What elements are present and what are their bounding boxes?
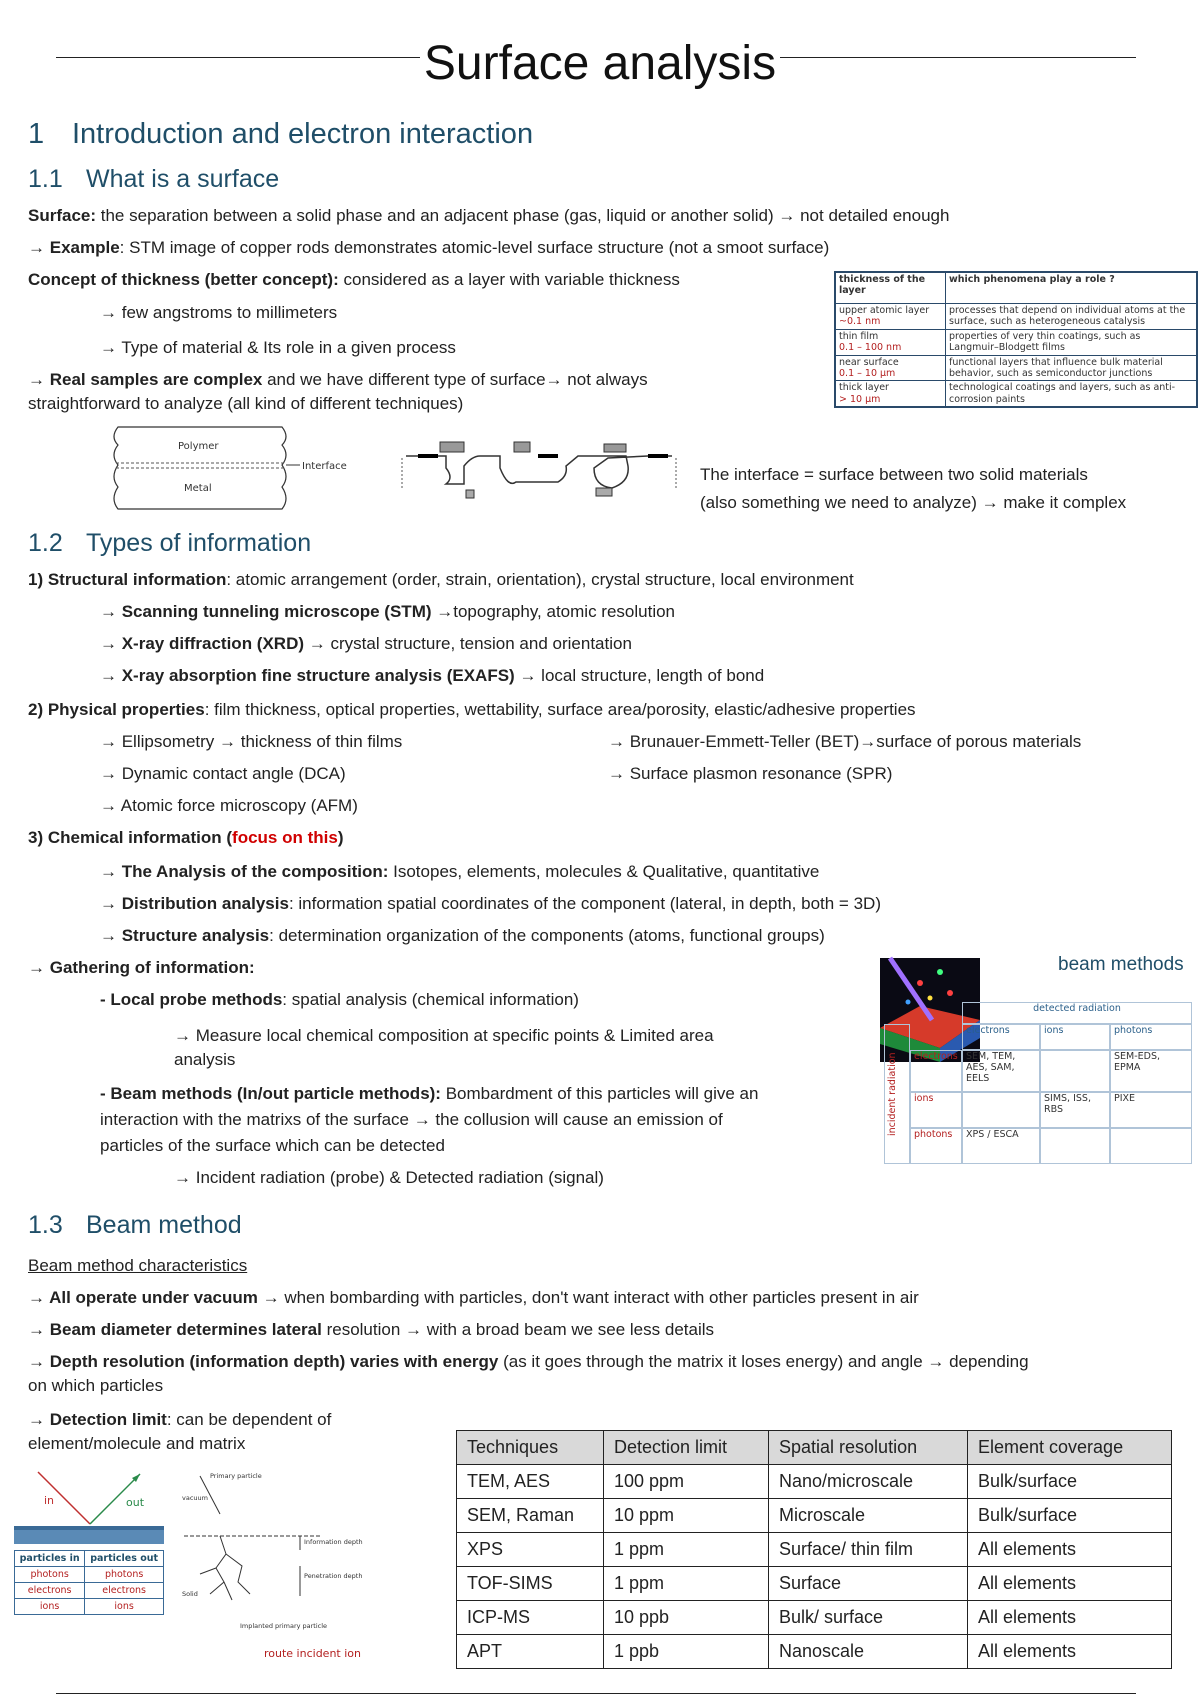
table-row: [835, 355, 1197, 381]
exafs-text: → local structure, length of bond: [514, 666, 765, 685]
real-samples-line: [28, 368, 648, 391]
physical-technique: → Ellipsometry → thickness of thin films: [100, 732, 403, 751]
method-cell: XPS / ESCA: [962, 1128, 1040, 1164]
out-label: out: [126, 1496, 145, 1509]
table-row: [457, 1499, 1172, 1533]
table-row: [457, 1533, 1172, 1567]
interface-note: (also something we need to analyze) → make it complex: [700, 493, 1127, 512]
bottom-rule: [56, 1693, 1136, 1694]
element-coverage-cell: All elements: [968, 1567, 1172, 1601]
xrd-label: → X-ray diffraction (XRD): [100, 634, 305, 653]
column-header: particles out: [85, 1551, 164, 1567]
particle: [928, 996, 933, 1001]
depth-label: → Depth resolution (information depth) varies with energy: [28, 1352, 499, 1371]
table-row: [457, 1465, 1172, 1499]
technique-cell: TOF-SIMS: [457, 1567, 604, 1601]
table-row: [15, 1599, 164, 1615]
particle-out: photons: [85, 1567, 164, 1583]
stm-line: [100, 600, 675, 623]
detection-limit-cell: 1 ppm: [604, 1533, 769, 1567]
xrd-text: → crystal structure, tension and orientation: [304, 634, 632, 653]
focus-highlight: focus on this: [232, 828, 338, 847]
column-header: Element coverage: [968, 1431, 1172, 1465]
layer-name: near surface: [839, 356, 899, 368]
adsorbate-block: [604, 444, 626, 452]
spatial-resolution-cell: Nano/microscale: [769, 1465, 968, 1499]
detection-label: → Detection limit: [28, 1410, 167, 1429]
structural-label: 1) Structural information: [28, 570, 227, 589]
polymer-label: Polymer: [178, 441, 219, 452]
distribution-line: [100, 892, 881, 915]
section-title: Beam method: [86, 1211, 242, 1239]
detected-radiation-header: detected radiation: [962, 1002, 1192, 1024]
ion-route-diagram: [180, 1470, 370, 1636]
in-out-diagram: [14, 1468, 166, 1526]
particle: [947, 990, 953, 996]
method-cell: SEM, TEM, AES, SAM, EELS: [962, 1050, 1040, 1092]
detection-limit-cell: 1 ppm: [604, 1567, 769, 1601]
element-coverage-cell: Bulk/surface: [968, 1499, 1172, 1533]
structural-text: : atomic arrangement (order, strain, orientation), crystal structure, local environment: [226, 570, 854, 589]
physical-technique: → Brunauer-Emmett-Teller (BET)→surface of porous materials: [608, 732, 1082, 751]
particle: [937, 969, 943, 975]
beam-methods-title: beam methods: [1058, 954, 1184, 975]
surface-definition: [28, 204, 949, 227]
depth-text: (as it goes through the matrix it loses energy) and angle → depending: [498, 1352, 1029, 1371]
rough-surface-diagram: [398, 438, 680, 504]
vacuum-text: → when bombarding with particles, don't want interact with other particles present in air: [257, 1288, 919, 1307]
sample-body: [14, 1530, 164, 1544]
adsorbate-block: [514, 442, 530, 452]
column-header: ions: [1040, 1024, 1110, 1050]
method-cell: [1040, 1050, 1110, 1092]
metal-label: Metal: [184, 483, 212, 494]
local-probe-label: - Local probe methods: [100, 990, 283, 1009]
method-cell: [1110, 1128, 1192, 1164]
inclusion-block: [466, 490, 474, 498]
vacuum-label: → All operate under vacuum: [28, 1288, 258, 1307]
table-header-row: [457, 1431, 1172, 1465]
beam-methods-text: interaction with the matrixs of the surface → the collusion will cause an emission of: [100, 1110, 723, 1129]
table-row: [835, 304, 1197, 330]
layer-name: thin film: [839, 330, 879, 342]
surface-text: the separation between a solid phase and an adjacent phase (gas, liquid or another solid) → not detailed enough: [96, 206, 950, 225]
incident-radiation-header: incident radiation: [884, 1024, 910, 1164]
structure-label: → Structure analysis: [100, 926, 270, 945]
layer-name: upper atomic layer: [839, 305, 930, 316]
particles-in-out-table: [14, 1550, 164, 1615]
column-header: particles in: [15, 1551, 85, 1567]
row-header: photons: [910, 1128, 962, 1164]
gathering-label: → Gathering of information:: [28, 958, 255, 977]
table-row: [835, 381, 1197, 407]
particle-out: ions: [85, 1599, 164, 1615]
chemical-label: 3) Chemical information (: [28, 828, 233, 847]
distribution-label: → Distribution analysis: [100, 894, 289, 913]
characteristics-heading: Beam method characteristics: [28, 1256, 248, 1275]
penetration-label: Penetration depth: [304, 1572, 363, 1580]
example-line: [28, 236, 829, 259]
concept-bullet: → Type of material & Its role in a given process: [100, 338, 456, 357]
page-title: [0, 38, 1200, 91]
table-header-row: [835, 272, 1197, 304]
layer-cell: [835, 304, 946, 330]
stm-label: → Scanning tunneling microscope (STM): [100, 602, 432, 621]
section-number: 1.3: [28, 1211, 63, 1239]
element-coverage-cell: All elements: [968, 1533, 1172, 1567]
table-row: [457, 1601, 1172, 1635]
section-1-2-heading: [28, 526, 311, 561]
adsorbate-block: [440, 442, 464, 452]
inclusion-block: [596, 488, 612, 496]
exafs-line: [100, 664, 764, 687]
detection-text: : can be dependent of: [166, 1410, 332, 1429]
technique-cell: SEM, Raman: [457, 1499, 604, 1533]
layer-range: 0.1 – 100 nm: [839, 342, 902, 354]
spatial-resolution-cell: Nanoscale: [769, 1635, 968, 1669]
structural-line: [28, 568, 854, 591]
method-cell: PIXE: [1110, 1092, 1192, 1128]
section-1-heading: [28, 114, 533, 154]
beam-methods-label: - Beam methods (In/out particle methods):: [100, 1084, 441, 1103]
detection-limit-cell: 10 ppb: [604, 1601, 769, 1635]
techniques-table: [456, 1430, 1172, 1669]
chemical-close: ): [337, 828, 344, 847]
composition-label: → The Analysis of the composition:: [100, 862, 389, 881]
depth-line: [28, 1350, 1029, 1373]
technique-cell: ICP-MS: [457, 1601, 604, 1635]
depth-text-continued: on which particles: [28, 1376, 164, 1395]
table-row: [835, 329, 1197, 355]
primary-label: Primary particle: [210, 1472, 262, 1480]
detection-text-continued: element/molecule and matrix: [28, 1434, 246, 1453]
particle: [917, 980, 923, 986]
beam-methods-text: particles of the surface which can be detected: [100, 1136, 445, 1155]
vacuum-line: [28, 1286, 919, 1309]
technique-cell: XPS: [457, 1533, 604, 1567]
section-title: What is a surface: [86, 165, 280, 193]
column-header: Detection limit: [604, 1431, 769, 1465]
particle-in: ions: [15, 1599, 85, 1615]
column-header: Techniques: [457, 1431, 604, 1465]
method-cell: SEM-EDS, EPMA: [1110, 1050, 1192, 1092]
local-probe-sub: → Measure local chemical composition at specific points & Limited area: [174, 1026, 714, 1045]
interface-label: Interface: [302, 461, 347, 472]
spatial-resolution-cell: Microscale: [769, 1499, 968, 1533]
distribution-text: : information spatial coordinates of the component (lateral, in depth, both = 3D): [288, 894, 881, 913]
local-probe-text: : spatial analysis (chemical information): [282, 990, 579, 1009]
particle-in: electrons: [15, 1583, 85, 1599]
diameter-label: → Beam diameter determines lateral: [28, 1320, 322, 1339]
layer-thickness-table: [834, 271, 1198, 408]
table-row: [457, 1635, 1172, 1669]
in-label: in: [44, 1494, 55, 1507]
column-header: photons: [1110, 1024, 1192, 1050]
concept-label: Concept of thickness (better concept):: [28, 270, 339, 289]
spatial-resolution-cell: Bulk/ surface: [769, 1601, 968, 1635]
concept-bullet: → few angstroms to millimeters: [100, 303, 338, 322]
layer-cell: [835, 355, 946, 381]
surface-profile: [406, 456, 672, 488]
beam-methods-table: [884, 1002, 1192, 1164]
phenomena-cell: processes that depend on individual atoms at the surface, such as heterogeneous catalysis: [946, 304, 1198, 330]
technique-cell: APT: [457, 1635, 604, 1669]
structure-text: : determination organization of the components (atoms, functional groups): [269, 926, 825, 945]
physical-technique: → Atomic force microscopy (AFM): [100, 796, 358, 815]
beam-methods-line: [100, 1082, 758, 1105]
diameter-line: [28, 1318, 714, 1341]
phenomena-cell: properties of very thin coatings, such as Langmuir–Blodgett films: [946, 329, 1198, 355]
physical-line: [28, 698, 916, 721]
section-1-3-heading: [28, 1208, 242, 1243]
phenomena-cell: functional layers that influence bulk material behavior, such as semiconductor junctions: [946, 355, 1198, 381]
structure-line: [100, 924, 825, 947]
detection-limit-cell: 10 ppm: [604, 1499, 769, 1533]
particle-out: electrons: [85, 1583, 164, 1599]
stm-text: →topography, atomic resolution: [431, 602, 676, 621]
sample-outline: [114, 427, 286, 509]
diameter-text: resolution → with a broad beam we see less details: [321, 1320, 715, 1339]
section-number: 1.2: [28, 529, 63, 557]
table-row: [15, 1583, 164, 1599]
surface-label: Surface:: [28, 206, 97, 225]
vacuum-label: vacuum: [182, 1494, 208, 1502]
layer-range: 0.1 – 10 µm: [839, 367, 896, 379]
section-number: 1: [28, 118, 45, 150]
exafs-label: → X-ray absorption fine structure analysis (EXAFS): [100, 666, 515, 685]
section-title: Introduction and electron interaction: [72, 118, 534, 150]
composition-text: Isotopes, elements, molecules & Qualitative, quantitative: [388, 862, 820, 881]
beam-methods-text: Bombardment of this particles will give an: [440, 1084, 759, 1103]
element-coverage-cell: All elements: [968, 1635, 1172, 1669]
layer-range: ~0.1 nm: [839, 316, 881, 328]
table-row: [457, 1567, 1172, 1601]
section-number: 1.1: [28, 165, 63, 193]
chemical-line: [28, 826, 343, 849]
concept-text: considered as a layer with variable thickness: [338, 270, 680, 289]
layer-cell: [835, 381, 946, 407]
element-coverage-cell: Bulk/surface: [968, 1465, 1172, 1499]
section-title: Types of information: [86, 529, 312, 557]
local-probe-line: [100, 988, 579, 1011]
implanted-label: Implanted primary particle: [240, 1622, 328, 1630]
layer-name: thick layer: [839, 382, 889, 394]
spatial-resolution-cell: Surface: [769, 1567, 968, 1601]
section-1-1-heading: [28, 162, 279, 197]
local-probe-sub: analysis: [174, 1050, 236, 1069]
polymer-metal-diagram: [110, 425, 347, 511]
interface-note: The interface = surface between two solid materials: [700, 465, 1088, 484]
route-caption: route incident ion: [264, 1647, 361, 1660]
table-header-row: [15, 1551, 164, 1567]
column-header: Spatial resolution: [769, 1431, 968, 1465]
detection-limit-cell: 1 ppb: [604, 1635, 769, 1669]
page-title-text: Surface analysis: [420, 37, 780, 90]
concept-line: [28, 268, 680, 291]
composition-line: [100, 860, 819, 883]
method-cell: [962, 1092, 1040, 1128]
arrow: →: [28, 238, 50, 257]
example-label: Example: [49, 238, 120, 257]
method-cell: SIMS, ISS, RBS: [1040, 1092, 1110, 1128]
gathering-line: [28, 956, 255, 979]
column-header: which phenomena play a role ?: [946, 272, 1198, 304]
arrow: →: [28, 370, 50, 389]
row-header: electrons: [910, 1050, 962, 1092]
real-text: and we have different type of surface→ not always: [262, 370, 648, 389]
detection-limit-cell: 100 ppm: [604, 1465, 769, 1499]
column-header: thickness of the layer: [835, 272, 946, 304]
physical-label: 2) Physical properties: [28, 700, 205, 719]
phenomena-cell: technological coatings and layers, such as anti-corrosion paints: [946, 381, 1198, 407]
xrd-line: [100, 632, 632, 655]
particle-in: photons: [15, 1567, 85, 1583]
detection-line: [28, 1408, 331, 1431]
table-row: [15, 1567, 164, 1583]
ion-path: [200, 1536, 250, 1600]
beam-methods-sub: → Incident radiation (probe) & Detected radiation (signal): [174, 1168, 604, 1187]
column-header: electrons: [962, 1024, 1040, 1050]
element-coverage-cell: All elements: [968, 1601, 1172, 1635]
layer-cell: [835, 329, 946, 355]
solid-label: Solid: [182, 1590, 198, 1598]
row-header: ions: [910, 1092, 962, 1128]
technique-cell: TEM, AES: [457, 1465, 604, 1499]
physical-technique: → Surface plasmon resonance (SPR): [608, 764, 893, 783]
method-cell: [1040, 1128, 1110, 1164]
real-label: Real samples are complex: [49, 370, 263, 389]
info-depth-label: Information depth: [304, 1538, 363, 1546]
physical-text: : film thickness, optical properties, wettability, surface area/porosity, elastic/adhesive properties: [204, 700, 916, 719]
real-text-continued: straightforward to analyze (all kind of different techniques): [28, 394, 464, 413]
example-text: : STM image of copper rods demonstrates atomic-level surface structure (not a smoot surface): [119, 238, 830, 257]
layer-range: > 10 µm: [839, 393, 881, 405]
spatial-resolution-cell: Surface/ thin film: [769, 1533, 968, 1567]
physical-technique: → Dynamic contact angle (DCA): [100, 764, 346, 783]
